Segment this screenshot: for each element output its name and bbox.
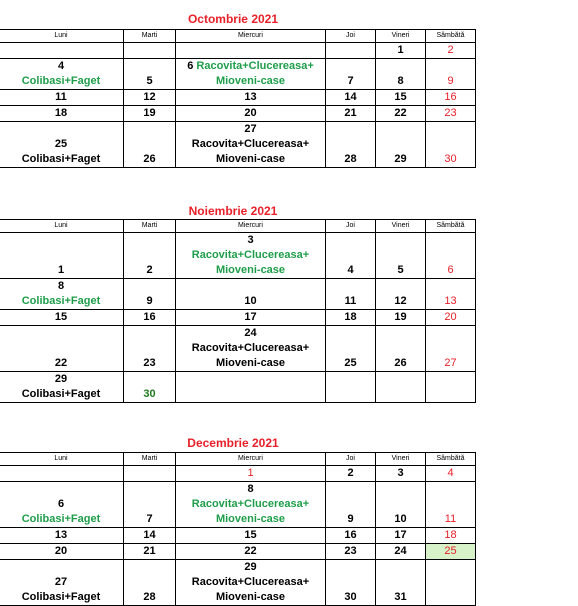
weekday-header-cell: Vineri — [376, 30, 426, 43]
weekday-header-cell: Vineri — [376, 220, 426, 233]
day-number: 5 — [146, 75, 153, 87]
day-cell — [376, 43, 426, 59]
day-number: 22 — [244, 545, 257, 557]
day-number: 22 — [394, 107, 407, 119]
collection-note: Colibasi+Faget — [21, 153, 101, 165]
day-cell — [376, 310, 426, 326]
day-cell — [326, 528, 376, 544]
week-row — [0, 544, 476, 560]
day-cell — [426, 43, 476, 59]
day-cell — [326, 90, 376, 106]
empty-day-cell — [426, 372, 476, 403]
collection-note: Racovita+Clucereasa+ — [193, 60, 314, 72]
day-number: 16 — [344, 529, 357, 541]
day-number: 30 — [444, 153, 457, 165]
day-cell — [326, 59, 376, 90]
weekday-header-cell: Marti — [124, 220, 176, 233]
day-number: 5 — [397, 264, 404, 276]
day-cell — [124, 482, 176, 528]
day-cell — [426, 544, 476, 560]
day-cell — [176, 122, 326, 168]
weekday-header-cell: Joi — [326, 220, 376, 233]
collection-note: Racovita+Clucereasa+ — [191, 342, 310, 354]
day-cell — [0, 372, 124, 403]
collection-note: Colibasi+Faget — [21, 591, 101, 603]
day-number: 17 — [394, 529, 407, 541]
day-number: 9 — [347, 513, 354, 525]
day-cell — [124, 560, 176, 606]
day-cell — [0, 528, 124, 544]
day-number: 20 — [444, 311, 457, 323]
collection-note: Racovita+Clucereasa+ — [191, 498, 310, 510]
day-number: 28 — [344, 153, 357, 165]
day-cell — [426, 122, 476, 168]
weekday-header-cell: Joi — [326, 30, 376, 43]
day-number: 9 — [447, 75, 454, 87]
day-number: 4 — [347, 264, 354, 276]
day-cell — [176, 59, 326, 90]
week-row — [0, 482, 476, 528]
weekday-header-cell: Miercuri — [176, 220, 326, 233]
day-number: 2 — [447, 44, 454, 56]
day-number: 21 — [344, 107, 357, 119]
empty-day-cell — [426, 560, 476, 606]
day-number: 28 — [143, 591, 156, 603]
day-number: 30 — [143, 388, 156, 400]
day-cell — [426, 466, 476, 482]
day-cell — [326, 279, 376, 310]
day-cell — [124, 59, 176, 90]
day-number: 1 — [57, 264, 65, 276]
month-calendar-table — [0, 219, 476, 403]
day-cell — [124, 279, 176, 310]
day-cell — [376, 466, 426, 482]
collection-note: Mioveni-case — [215, 357, 286, 369]
day-cell — [426, 106, 476, 122]
empty-day-cell — [0, 43, 124, 59]
week-row — [0, 310, 476, 326]
day-cell — [376, 560, 426, 606]
weekday-header-cell: Marti — [124, 30, 176, 43]
day-number: 29 — [54, 373, 68, 385]
day-cell — [326, 482, 376, 528]
day-number: 20 — [244, 107, 257, 119]
day-cell — [376, 544, 426, 560]
day-number: 6 — [57, 498, 65, 510]
day-number: 8 — [397, 75, 404, 87]
day-number: 2 — [146, 264, 153, 276]
empty-day-cell — [0, 466, 124, 482]
weekday-header-row — [0, 30, 476, 43]
day-cell — [326, 233, 376, 279]
week-row — [0, 233, 476, 279]
day-number: 8 — [57, 280, 65, 292]
day-cell — [124, 90, 176, 106]
collection-note: Racovita+Clucereasa+ — [191, 138, 310, 150]
day-cell — [176, 544, 326, 560]
empty-day-cell — [326, 372, 376, 403]
day-number: 12 — [143, 91, 156, 103]
day-cell — [176, 560, 326, 606]
day-cell — [376, 233, 426, 279]
day-number: 18 — [54, 107, 68, 119]
day-cell — [376, 59, 426, 90]
empty-day-cell — [124, 43, 176, 59]
day-number: 14 — [143, 529, 156, 541]
day-cell — [376, 122, 426, 168]
week-row — [0, 528, 476, 544]
collection-note: Colibasi+Faget — [21, 295, 101, 307]
month-title: Decembrie 2021 — [187, 436, 279, 450]
weekday-header-cell: Luni — [0, 30, 124, 43]
day-number: 23 — [344, 545, 357, 557]
weekday-header-cell: Vineri — [376, 453, 426, 466]
day-cell — [426, 90, 476, 106]
day-number: 27 — [54, 576, 68, 588]
day-cell — [124, 233, 176, 279]
day-cell — [376, 482, 426, 528]
weekday-header-cell: Luni — [0, 453, 124, 466]
day-number: 15 — [244, 529, 257, 541]
empty-day-cell — [176, 372, 326, 403]
weekday-header-cell: Sâmbătă — [426, 220, 476, 233]
day-number: 30 — [344, 591, 357, 603]
collection-note: Colibasi+Faget — [21, 388, 101, 400]
day-cell — [176, 466, 326, 482]
day-number: 14 — [344, 91, 357, 103]
empty-day-cell — [376, 372, 426, 403]
day-number: 11 — [444, 513, 457, 525]
week-row — [0, 59, 476, 90]
day-number: 1 — [247, 467, 254, 479]
month-title: Octombrie 2021 — [187, 12, 279, 26]
day-cell — [0, 310, 124, 326]
day-cell — [124, 544, 176, 560]
day-number: 21 — [143, 545, 156, 557]
day-line — [178, 59, 323, 74]
day-cell — [426, 59, 476, 90]
day-cell — [426, 310, 476, 326]
week-row — [0, 326, 476, 372]
day-number: 1 — [397, 44, 404, 56]
weekday-header-cell: Sâmbătă — [426, 30, 476, 43]
day-cell — [376, 279, 426, 310]
day-cell — [176, 326, 326, 372]
day-cell — [376, 528, 426, 544]
empty-day-cell — [124, 466, 176, 482]
day-cell — [326, 560, 376, 606]
empty-day-cell — [176, 43, 326, 59]
month-calendar-table — [0, 29, 476, 168]
collection-note: Mioveni-case — [215, 153, 286, 165]
day-number: 10 — [244, 295, 257, 307]
day-cell — [326, 326, 376, 372]
day-number: 24 — [244, 327, 257, 339]
day-number: 7 — [146, 513, 153, 525]
day-cell — [176, 482, 326, 528]
day-number: 7 — [347, 75, 354, 87]
weekday-header-cell: Marti — [124, 453, 176, 466]
weekday-header-row — [0, 220, 476, 233]
day-cell — [426, 326, 476, 372]
day-number: 29 — [244, 561, 257, 573]
week-row — [0, 106, 476, 122]
day-number: 13 — [444, 295, 457, 307]
day-number: 18 — [344, 311, 357, 323]
day-cell — [124, 106, 176, 122]
collection-note: Colibasi+Faget — [21, 75, 101, 87]
day-number: 27 — [444, 357, 457, 369]
day-cell — [326, 544, 376, 560]
week-row — [0, 466, 476, 482]
day-cell — [176, 310, 326, 326]
day-number: 10 — [394, 513, 407, 525]
week-row — [0, 279, 476, 310]
day-number: 12 — [394, 295, 407, 307]
weekday-header-cell: Joi — [326, 453, 376, 466]
weekday-header-cell: Miercuri — [176, 453, 326, 466]
day-number: 15 — [394, 91, 407, 103]
week-row — [0, 90, 476, 106]
collection-note: Mioveni-case — [215, 75, 286, 87]
collection-note: Mioveni-case — [215, 591, 286, 603]
day-number: 26 — [143, 153, 156, 165]
day-number: 16 — [143, 311, 156, 323]
day-cell — [176, 528, 326, 544]
collection-note: Mioveni-case — [215, 513, 286, 525]
week-row — [0, 43, 476, 59]
day-number: 13 — [54, 529, 68, 541]
day-number: 20 — [54, 545, 68, 557]
day-number: 6 — [187, 60, 194, 72]
day-cell — [124, 122, 176, 168]
collection-note: Racovita+Clucereasa+ — [191, 249, 310, 261]
day-cell — [124, 326, 176, 372]
day-number: 11 — [55, 91, 67, 103]
day-number: 11 — [344, 295, 357, 307]
month-calendar-table — [0, 452, 476, 606]
day-cell — [0, 544, 124, 560]
day-cell — [426, 482, 476, 528]
weekday-header-cell: Luni — [0, 220, 124, 233]
day-cell — [176, 233, 326, 279]
day-cell — [376, 106, 426, 122]
day-number: 4 — [57, 60, 65, 72]
day-number: 25 — [444, 545, 457, 557]
day-cell — [176, 279, 326, 310]
week-row — [0, 372, 476, 403]
day-number: 17 — [244, 311, 257, 323]
day-number: 22 — [54, 357, 68, 369]
day-number: 27 — [244, 123, 257, 135]
collection-note: Colibasi+Faget — [21, 513, 101, 525]
day-number: 2 — [347, 467, 354, 479]
day-number: 15 — [54, 311, 68, 323]
day-cell — [176, 106, 326, 122]
day-number: 9 — [146, 295, 153, 307]
day-cell — [0, 106, 124, 122]
day-cell — [326, 122, 376, 168]
day-cell — [0, 482, 124, 528]
day-cell — [326, 466, 376, 482]
day-cell — [0, 326, 124, 372]
day-number: 23 — [143, 357, 156, 369]
day-cell — [0, 279, 124, 310]
day-number: 25 — [54, 138, 68, 150]
month-title: Noiembrie 2021 — [188, 204, 278, 218]
day-number: 24 — [394, 545, 407, 557]
weekday-header-cell: Miercuri — [176, 30, 326, 43]
day-number: 19 — [143, 107, 156, 119]
day-cell — [426, 233, 476, 279]
day-cell — [124, 310, 176, 326]
day-number: 4 — [447, 467, 454, 479]
day-number: 16 — [444, 91, 457, 103]
week-row — [0, 122, 476, 168]
day-number: 3 — [247, 234, 254, 246]
day-number: 8 — [247, 483, 254, 495]
day-number: 31 — [394, 591, 407, 603]
day-number: 29 — [394, 153, 407, 165]
day-cell — [326, 310, 376, 326]
day-number: 23 — [444, 107, 457, 119]
day-cell — [0, 233, 124, 279]
day-cell — [124, 528, 176, 544]
day-number: 3 — [397, 467, 404, 479]
collection-note: Mioveni-case — [215, 264, 286, 276]
day-cell — [124, 372, 176, 403]
weekday-header-row — [0, 453, 476, 466]
day-number: 6 — [447, 264, 454, 276]
empty-day-cell — [326, 43, 376, 59]
day-cell — [376, 326, 426, 372]
day-cell — [0, 59, 124, 90]
day-cell — [0, 90, 124, 106]
day-cell — [376, 90, 426, 106]
weekday-header-cell: Sâmbătă — [426, 453, 476, 466]
week-row — [0, 560, 476, 606]
day-cell — [0, 122, 124, 168]
day-number: 26 — [394, 357, 407, 369]
day-number: 25 — [344, 357, 357, 369]
day-cell — [426, 279, 476, 310]
collection-note: Racovita+Clucereasa+ — [191, 576, 310, 588]
day-cell — [426, 528, 476, 544]
day-number: 18 — [444, 529, 457, 541]
day-cell — [0, 560, 124, 606]
day-number: 19 — [394, 311, 407, 323]
day-cell — [326, 106, 376, 122]
day-cell — [176, 90, 326, 106]
day-number: 13 — [244, 91, 257, 103]
